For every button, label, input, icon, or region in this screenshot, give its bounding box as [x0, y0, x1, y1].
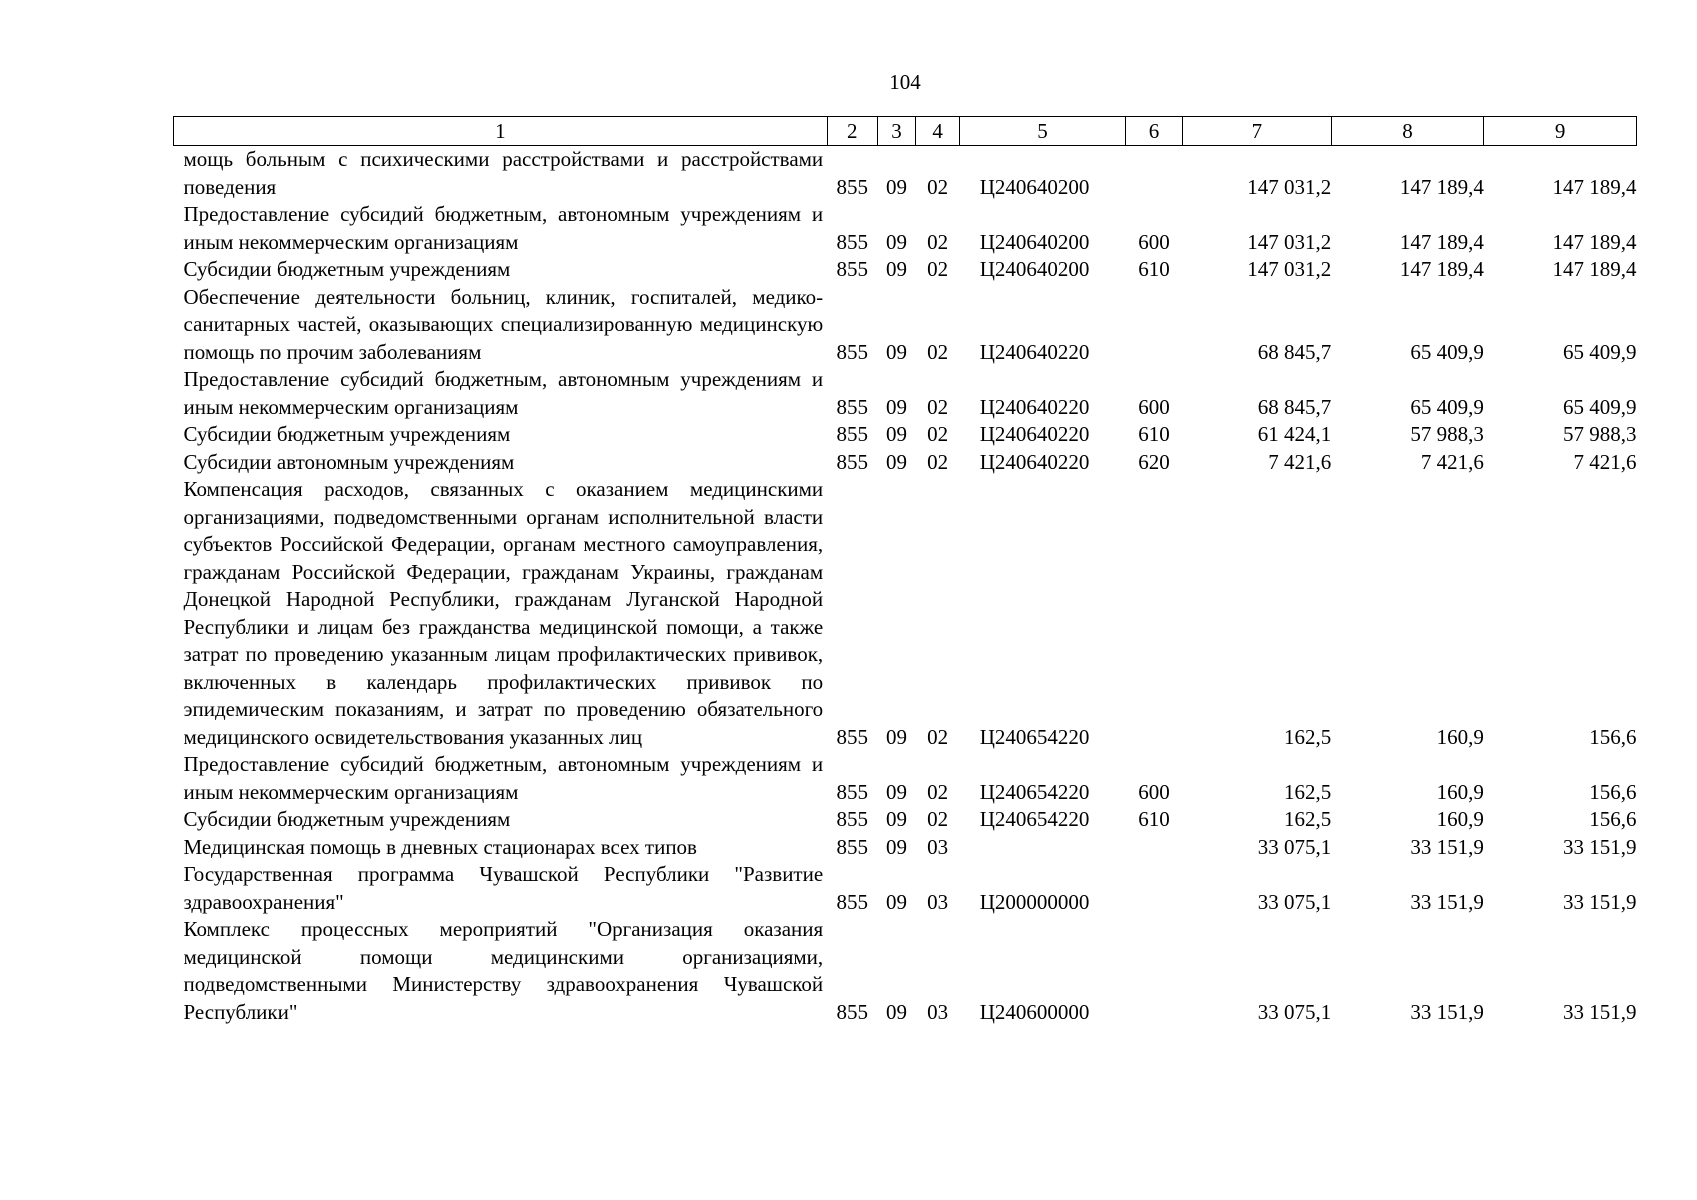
row-amount-col9: 147 189,4	[1552, 229, 1637, 254]
row-subsection-code: 02	[927, 724, 949, 749]
row-amount-col7: 162,5	[1283, 724, 1332, 749]
row-amount-col9: 156,6	[1589, 807, 1637, 831]
table-row	[174, 476, 1637, 751]
row-section-code: 09	[885, 229, 907, 254]
row-section-code: 09	[885, 174, 907, 199]
row-amount-col8: 160,9	[1436, 724, 1484, 749]
row-subsection-code: 02	[927, 339, 949, 364]
row-amount-col7: 33 075,1	[1257, 889, 1332, 914]
row-expense-type	[1125, 916, 1182, 1026]
row-name: Субсидии автономным учреждениям	[183, 449, 515, 474]
row-expense-type: 600	[1138, 779, 1170, 804]
table-row	[174, 366, 1637, 421]
header-col-7: 7	[1183, 117, 1332, 146]
row-section-code: 09	[885, 449, 907, 474]
row-target-article: Ц240640220	[979, 449, 1090, 474]
row-amount-col9: 147 189,4	[1552, 257, 1637, 281]
row-ved-code: 855	[836, 257, 869, 281]
row-section-code: 09	[885, 779, 907, 804]
row-amount-col8: 160,9	[1436, 807, 1484, 831]
row-section-code: 09	[885, 834, 907, 859]
row-ved-code: 855	[836, 339, 869, 364]
row-name: Предоставление субсидий бюджетным, автономным учреждениям и иным некоммерческим организациям	[183, 752, 824, 804]
row-name: мощь больным с психическими расстройствами и расстройствами поведения	[183, 147, 824, 199]
row-amount-col8: 7 421,6	[1420, 449, 1484, 474]
row-amount-col9: 57 988,3	[1563, 422, 1637, 446]
row-ved-code: 855	[836, 422, 869, 446]
row-section-code: 09	[885, 422, 907, 446]
row-amount-col7: 68 845,7	[1257, 339, 1332, 364]
row-amount-col7: 147 031,2	[1247, 257, 1332, 281]
row-ved-code: 855	[836, 174, 869, 199]
row-name: Комплекс процессных мероприятий "Организация оказания медицинской помощи медицинскими организациями, подведомственными Министерству здравоохранения Чувашской Республики"	[183, 917, 824, 1024]
row-amount-col7: 7 421,6	[1268, 449, 1332, 474]
row-amount-col8: 65 409,9	[1410, 394, 1484, 419]
table-body	[174, 146, 1637, 1027]
table-row	[174, 916, 1637, 1026]
row-amount-col9: 147 189,4	[1552, 174, 1637, 199]
row-amount-col8: 147 189,4	[1399, 257, 1484, 281]
row-ved-code: 855	[836, 724, 869, 749]
budget-table	[173, 116, 1637, 1026]
row-subsection-code: 02	[927, 807, 949, 831]
row-expense-type: 620	[1138, 449, 1170, 474]
row-expense-type	[1125, 834, 1182, 862]
row-amount-col8: 33 151,9	[1410, 834, 1484, 859]
row-target-article: Ц240640220	[979, 339, 1090, 364]
row-expense-type: 600	[1138, 394, 1170, 419]
row-amount-col7: 162,5	[1283, 779, 1332, 804]
row-ved-code: 855	[836, 394, 869, 419]
row-name: Субсидии бюджетным учреждениям	[183, 807, 511, 831]
row-name: Государственная программа Чувашской Республики "Развитие здравоохранения"	[183, 862, 824, 914]
row-target-article	[960, 834, 1126, 862]
table-row	[174, 834, 1637, 862]
row-amount-col9: 7 421,6	[1573, 449, 1637, 474]
row-name: Предоставление субсидий бюджетным, автономным учреждениям и иным некоммерческим организациям	[183, 367, 824, 419]
row-subsection-code: 02	[927, 257, 949, 281]
row-section-code: 09	[885, 999, 907, 1024]
row-name: Медицинская помощь в дневных стационарах всех типов	[183, 834, 697, 859]
row-amount-col7: 33 075,1	[1257, 834, 1332, 859]
header-col-1: 1	[174, 117, 828, 146]
table-row	[174, 449, 1637, 477]
row-section-code: 09	[885, 807, 907, 831]
row-amount-col9: 65 409,9	[1563, 394, 1637, 419]
row-expense-type: 610	[1138, 422, 1170, 446]
row-expense-type	[1125, 146, 1182, 202]
row-amount-col7: 33 075,1	[1257, 999, 1332, 1024]
row-section-code: 09	[885, 724, 907, 749]
row-target-article: Ц240654220	[979, 779, 1090, 804]
table-row	[174, 284, 1637, 367]
row-name: Компенсация расходов, связанных с оказанием медицинскими организациями, подведомственными органам исполнительной власти субъектов Российской Федерации, органам местного самоуправления, гражданам Российской Федерации, гражданам Украины, гражданам Донецкой Народной Республики, гражданам Луганской Народной Республики и лицам без гражданства медицинской помощи, а также затрат по проведению указанным лицам профилактических прививок, включенных в календарь профилактических прививок по эпидемическим показаниям, и затрат по проведению обязательного медицинского освидетельствования указанных лиц	[183, 477, 824, 749]
row-subsection-code: 02	[927, 779, 949, 804]
row-amount-col7: 147 031,2	[1247, 229, 1332, 254]
header-col-9: 9	[1484, 117, 1637, 146]
row-name: Обеспечение деятельности больниц, клиник, госпиталей, медико-санитарных частей, оказывающих специализированную медицинскую помощь по прочим заболеваниям	[183, 284, 824, 364]
row-target-article: Ц240640220	[979, 394, 1090, 419]
row-target-article: Ц240640200	[979, 229, 1090, 254]
row-target-article: Ц200000000	[979, 889, 1090, 914]
row-target-article: Ц240640200	[979, 174, 1090, 199]
row-target-article: Ц240654220	[979, 807, 1090, 831]
row-subsection-code: 02	[927, 449, 949, 474]
row-expense-type: 610	[1138, 807, 1170, 831]
row-amount-col7: 68 845,7	[1257, 394, 1332, 419]
row-section-code: 09	[885, 889, 907, 914]
row-expense-type: 600	[1138, 229, 1170, 254]
row-ved-code: 855	[836, 779, 869, 804]
row-amount-col8: 57 988,3	[1410, 422, 1484, 446]
table-row	[174, 806, 1637, 834]
row-ved-code: 855	[836, 834, 869, 859]
table-row	[174, 256, 1637, 284]
page-number: 104	[889, 70, 921, 94]
row-ved-code: 855	[836, 449, 869, 474]
row-expense-type	[1125, 284, 1182, 367]
row-amount-col8: 147 189,4	[1399, 174, 1484, 199]
header-col-8: 8	[1331, 117, 1484, 146]
row-subsection-code: 03	[927, 889, 949, 914]
header-col-5: 5	[960, 117, 1126, 146]
header-col-6: 6	[1125, 117, 1182, 146]
row-amount-col9: 33 151,9	[1563, 834, 1637, 859]
row-name: Субсидии бюджетным учреждениям	[183, 422, 511, 446]
row-subsection-code: 02	[927, 422, 949, 446]
row-target-article: Ц240640200	[979, 257, 1090, 281]
row-amount-col9: 33 151,9	[1563, 999, 1637, 1024]
row-subsection-code: 03	[927, 834, 949, 859]
table-row	[174, 861, 1637, 916]
header-col-4: 4	[916, 117, 960, 146]
table-row	[174, 201, 1637, 256]
row-subsection-code: 02	[927, 229, 949, 254]
row-amount-col8: 33 151,9	[1410, 999, 1484, 1024]
header-col-2: 2	[827, 117, 877, 146]
row-amount-col7: 147 031,2	[1247, 174, 1332, 199]
row-amount-col7: 162,5	[1283, 807, 1332, 831]
row-ved-code: 855	[836, 807, 869, 831]
row-ved-code: 855	[836, 999, 869, 1024]
row-subsection-code: 02	[927, 174, 949, 199]
row-name: Предоставление субсидий бюджетным, автономным учреждениям и иным некоммерческим организациям	[183, 202, 824, 254]
row-amount-col9: 156,6	[1589, 779, 1637, 804]
row-subsection-code: 03	[927, 999, 949, 1024]
row-amount-col8: 147 189,4	[1399, 229, 1484, 254]
row-target-article: Ц240640220	[979, 422, 1090, 446]
row-amount-col7: 61 424,1	[1257, 422, 1332, 446]
row-amount-col9: 65 409,9	[1563, 339, 1637, 364]
row-amount-col8: 33 151,9	[1410, 889, 1484, 914]
row-subsection-code: 02	[927, 394, 949, 419]
row-expense-type: 610	[1138, 257, 1170, 281]
row-amount-col9: 156,6	[1589, 724, 1637, 749]
row-expense-type	[1125, 861, 1182, 916]
header-col-3: 3	[877, 117, 915, 146]
table-row	[174, 751, 1637, 806]
row-name: Субсидии бюджетным учреждениям	[183, 257, 511, 281]
row-amount-col8: 65 409,9	[1410, 339, 1484, 364]
table-header	[174, 117, 1637, 146]
row-amount-col9: 33 151,9	[1563, 889, 1637, 914]
row-expense-type	[1125, 476, 1182, 751]
table-row	[174, 146, 1637, 202]
table-row	[174, 421, 1637, 449]
row-ved-code: 855	[836, 229, 869, 254]
row-target-article: Ц240600000	[979, 999, 1090, 1024]
row-ved-code: 855	[836, 889, 869, 914]
row-target-article: Ц240654220	[979, 724, 1090, 749]
row-section-code: 09	[885, 394, 907, 419]
row-section-code: 09	[885, 257, 907, 281]
row-section-code: 09	[885, 339, 907, 364]
row-amount-col8: 160,9	[1436, 779, 1484, 804]
